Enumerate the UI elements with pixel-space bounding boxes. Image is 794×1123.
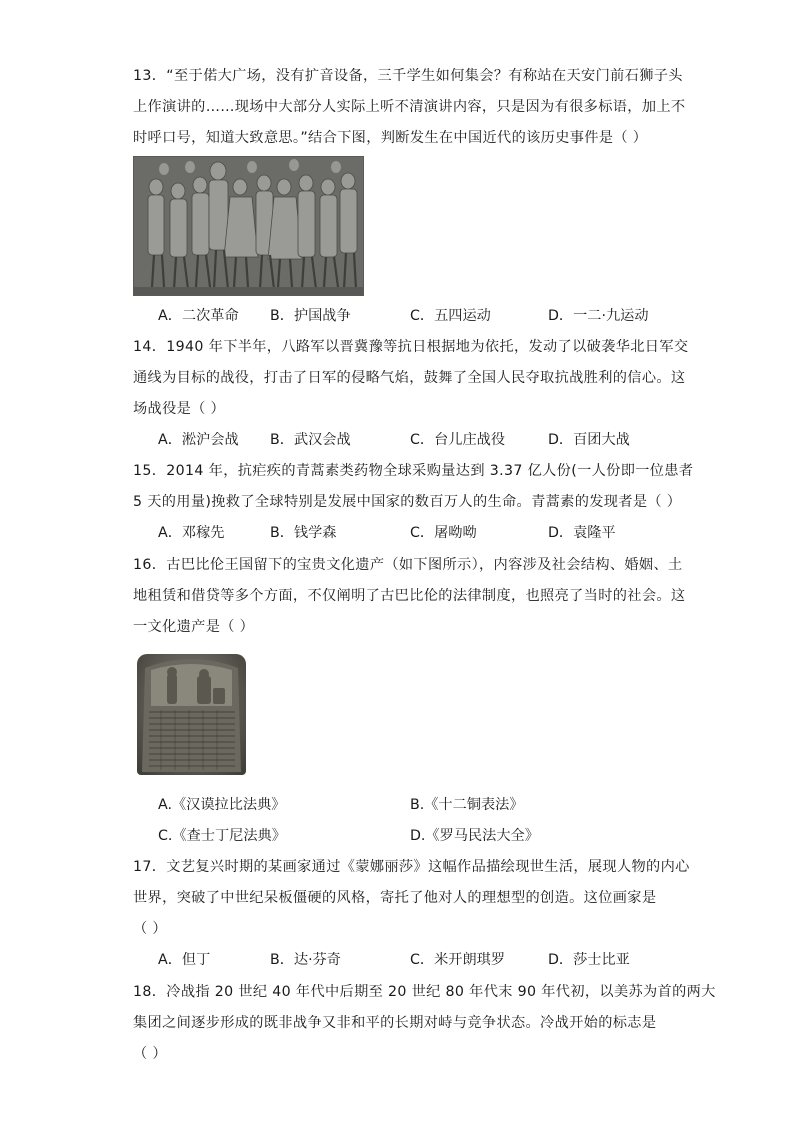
q17-line-1: 17．文艺复兴时期的某画家通过《蒙娜丽莎》这幅作品描绘现世生活，展现人物的内心 (133, 859, 690, 875)
q13-line-1: 13．“至于偌大广场，没有扩音设备，三千学生如何集会？有称站在天安门前石狮子头 (133, 68, 683, 84)
q14-option-d[interactable]: D．百团大战 (548, 432, 630, 448)
q14-option-a[interactable]: A．淞沪会战 (158, 432, 239, 448)
q18-line-3: （ ） (133, 1046, 167, 1062)
relief-figures-illustration (134, 157, 363, 295)
q13-line-3: 时呼口号，知道大致意思。”结合下图，判断发生在中国近代的该历史事件是（ ） (133, 130, 648, 146)
q15-option-b[interactable]: B．钱学森 (270, 525, 337, 541)
q14-option-c[interactable]: C．台儿庄战役 (410, 432, 506, 448)
q13-option-d[interactable]: D．一二·九运动 (548, 308, 649, 324)
q18-line-1: 18．冷战指 20 世纪 40 年代中后期至 20 世纪 80 年代末 90 年代初，以美苏为首的两大 (133, 984, 716, 1000)
q17-option-c[interactable]: C．米开朗琪罗 (410, 952, 506, 968)
q18-line-2: 集团之间逐步形成的既非战争又非和平的长期对峙与竞争状态。冷战开始的标志是 (133, 1015, 657, 1031)
q15-option-a[interactable]: A．邓稼先 (158, 525, 225, 541)
q16-option-c[interactable]: C.《查士丁尼法典》 (158, 828, 286, 844)
q14-line-1: 14．1940 年下半年，八路军以晋冀豫等抗日根据地为依托，发动了以破袭华北日军交 (133, 339, 689, 355)
q17-option-b[interactable]: B．达·芬奇 (270, 952, 341, 968)
q16-line-1: 16．古巴比伦王国留下的宝贵文化遗产（如下图所示），内容涉及社会结构、婚姻、土 (133, 557, 683, 573)
q13-option-c[interactable]: C．五四运动 (410, 308, 491, 324)
q15-option-d[interactable]: D．袁隆平 (548, 525, 616, 541)
q16-option-d[interactable]: D.《罗马民法大全》 (410, 828, 539, 844)
q15-line-2: 5 天的用量)挽救了全球特别是发展中国家的数百万人的生命。青蒿素的发现者是（ ） (133, 494, 682, 510)
q15-line-1: 15．2014 年，抗疟疾的青蒿素类药物全球采购量达到 3.37 亿人份(一人份即一位患者 (133, 463, 694, 479)
q14-option-b[interactable]: B．武汉会战 (270, 432, 351, 448)
stone-stele-image (137, 654, 246, 775)
relief-sculpture-image (133, 156, 364, 296)
q16-option-a[interactable]: A.《汉谟拉比法典》 (158, 797, 286, 813)
q17-line-2: 世界，突破了中世纪呆板僵硬的风格，寄托了他对人的理想型的创造。这位画家是 (133, 890, 657, 906)
q13-option-b[interactable]: B．护国战争 (270, 308, 351, 324)
q13-option-a[interactable]: A．二次革命 (158, 308, 239, 324)
stele-illustration (137, 654, 246, 775)
q13-line-2: 上作演讲的……现场中大部分人实际上听不清演讲内容，只是因为有很多标语，加上不 (133, 99, 686, 115)
q17-option-a[interactable]: A．但丁 (158, 952, 211, 968)
q14-line-2: 通线为目标的战役，打击了日军的侵略气焰，鼓舞了全国人民夺取抗战胜利的信心。这 (133, 370, 686, 386)
q16-option-b[interactable]: B.《十二铜表法》 (410, 797, 524, 813)
q14-line-3: 场战役是（ ） (133, 401, 226, 417)
q17-line-3: （ ） (133, 921, 167, 937)
q17-option-d[interactable]: D．莎士比亚 (548, 952, 630, 968)
q16-line-3: 一文化遗产是（ ） (133, 619, 255, 635)
q16-line-2: 地租赁和借贷等多个方面，不仅阐明了古巴比伦的法律制度，也照亮了当时的社会。这 (133, 588, 686, 604)
q15-option-c[interactable]: C．屠呦呦 (410, 525, 477, 541)
